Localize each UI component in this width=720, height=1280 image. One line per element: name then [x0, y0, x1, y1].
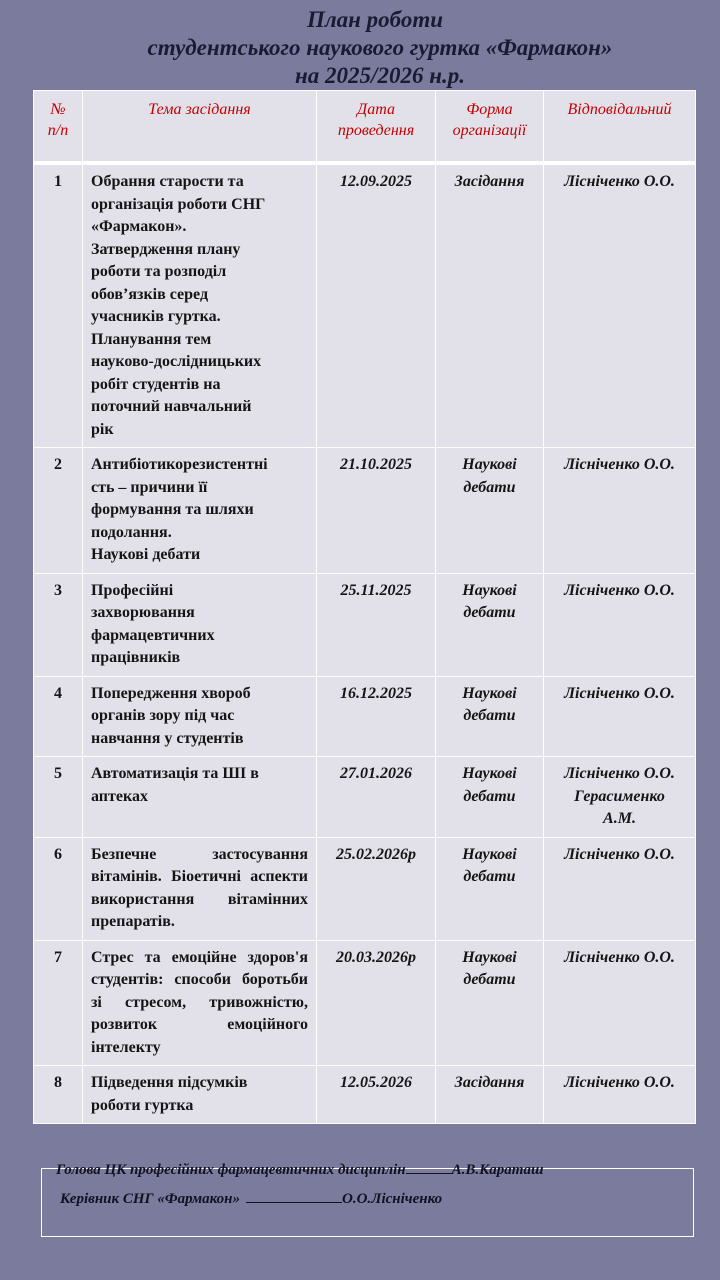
table-row — [34, 837, 696, 940]
topic-line: працівників — [91, 649, 181, 666]
topic-line: роботи та розподіл — [91, 263, 227, 280]
footer-leader-title: Керівник СНГ «Фармакон» — [60, 1191, 240, 1207]
header-topic: Тема засідання — [83, 91, 317, 164]
row-number: 4 — [34, 676, 83, 757]
row-number: 6 — [34, 837, 83, 940]
form-line: Наукові — [462, 684, 517, 702]
table-row — [34, 163, 696, 448]
row-responsible — [544, 757, 696, 838]
signature-line-1 — [406, 1173, 452, 1174]
topic-line: роботи гуртка — [91, 1096, 194, 1114]
form-line: дебати — [463, 604, 516, 621]
row-responsible — [544, 940, 696, 1066]
row-number: 8 — [34, 1066, 83, 1124]
topic-line: Наукові дебати — [91, 546, 201, 563]
header-form-line-2: організації — [452, 122, 527, 139]
form-line: Наукові — [462, 845, 517, 863]
footer-leader-name: О.О.Лісніченко — [341, 1191, 443, 1207]
topic-line: «Фармакон». — [91, 218, 187, 235]
topic-line: Професійні — [91, 581, 174, 599]
row-responsible — [544, 1066, 696, 1124]
row-number: 7 — [34, 940, 83, 1066]
row-responsible — [544, 676, 696, 757]
topic-line: сть – причини її — [91, 478, 208, 496]
footer-head-title: Голова ЦК професійних фармацевтичних дисциплін — [56, 1162, 406, 1178]
row-number: 3 — [34, 573, 83, 676]
topic-line: подолання. — [91, 523, 172, 541]
header-num-line-1: № — [50, 101, 66, 118]
row-form — [436, 676, 544, 757]
row-topic — [83, 573, 317, 676]
signature-box — [41, 1162, 694, 1237]
signature-line-2 — [246, 1202, 342, 1203]
title-line-2: студентського наукового гуртка «Фармакон» — [147, 35, 613, 60]
row-responsible — [544, 448, 696, 574]
header-date-line-2: проведення — [337, 122, 415, 139]
title-line-1: План роботи — [306, 7, 444, 32]
topic-line: Антибіотикорезистентні — [91, 456, 268, 473]
form-line: Наукові — [462, 765, 517, 782]
row-form — [436, 1066, 544, 1124]
row-topic: Безпечне застосування вітамінів. Біоетичні аспекти використання вітамінних препаратів. — [83, 837, 317, 940]
row-form — [436, 757, 544, 838]
row-topic — [83, 448, 317, 574]
row-topic — [83, 163, 317, 448]
header-form-line-1: Форма — [466, 101, 513, 118]
form-line: дебати — [463, 868, 516, 885]
row-topic — [83, 757, 317, 838]
form-line: Наукові — [462, 581, 517, 599]
responsible-line: Лісніченко О.О. — [564, 948, 675, 966]
row-form — [436, 837, 544, 940]
topic-line: аптеках — [91, 787, 148, 805]
responsible-line: Лісніченко О.О. — [564, 845, 675, 863]
responsible-line: Лісніченко О.О. — [564, 173, 675, 190]
topic-line: поточний навчальний — [91, 398, 252, 415]
responsible-line: Лісніченко О.О. — [564, 1074, 675, 1091]
row-topic — [83, 1066, 317, 1124]
title-line-3: на 2025/2026 н.р. — [295, 63, 465, 88]
topic-line: Планування тем — [91, 330, 212, 348]
form-line: Наукові — [462, 948, 517, 966]
row-form — [436, 940, 544, 1066]
row-number: 1 — [34, 163, 83, 448]
topic-line: рік — [91, 420, 114, 438]
topic-line: Обрання старости та — [91, 173, 244, 190]
form-line: дебати — [463, 707, 516, 724]
row-number: 2 — [34, 448, 83, 574]
topic-line: навчання у студентів — [91, 729, 244, 747]
form-line: Засідання — [454, 1074, 525, 1091]
table-row — [34, 1066, 696, 1124]
form-line: дебати — [463, 787, 516, 805]
topic-line: Підведення підсумків — [91, 1074, 248, 1091]
row-date: 16.12.2025 — [317, 676, 436, 757]
form-line: Наукові — [462, 456, 517, 473]
row-date: 25.11.2025 — [317, 573, 436, 676]
topic-line: формування та шляхи — [91, 501, 254, 518]
row-date: 12.09.2025 — [317, 163, 436, 448]
plan-table — [33, 90, 696, 1124]
responsible-line: Лісніченко О.О. — [564, 581, 675, 599]
row-responsible — [544, 837, 696, 940]
topic-line: організація роботи СНГ — [91, 195, 266, 213]
table-row — [34, 676, 696, 757]
responsible-line: Лісніченко О.О. — [564, 684, 675, 702]
topic-line: науково-дослідницьких — [91, 353, 262, 370]
footer-line-2 — [60, 1191, 442, 1208]
row-date: 21.10.2025 — [317, 448, 436, 574]
row-responsible — [544, 163, 696, 448]
responsible-line: А.М. — [603, 810, 636, 827]
page-title — [0, 6, 720, 90]
topic-line: обов’язків серед — [91, 285, 209, 303]
row-topic — [83, 676, 317, 757]
table-body — [34, 163, 696, 1124]
header-date-line-1: Дата — [357, 101, 395, 118]
table-row — [34, 757, 696, 838]
table-row — [34, 448, 696, 574]
responsible-line: Герасименко — [574, 787, 665, 805]
table-row — [34, 573, 696, 676]
topic-line: фармацевтичних — [91, 626, 215, 644]
topic-line: учасників гуртка. — [91, 308, 221, 325]
topic-line: органів зору під час — [91, 707, 235, 724]
topic-line: Затвердження плану — [91, 240, 241, 258]
header-num-line-2: п/п — [47, 122, 69, 139]
row-topic: Стрес та емоційне здоров'я студентів: способи боротьби зі стресом, тривожністю, розвиток емоційного інтелекту — [83, 940, 317, 1066]
topic-line: Попередження хвороб — [91, 684, 251, 702]
row-form — [436, 573, 544, 676]
row-form — [436, 163, 544, 448]
header-date — [317, 91, 436, 164]
footer-line-1 — [56, 1162, 543, 1179]
topic-line: робіт студентів на — [91, 375, 221, 393]
header-form — [436, 91, 544, 164]
row-date: 25.02.2026р — [317, 837, 436, 940]
header-num — [34, 91, 83, 164]
form-line: дебати — [463, 478, 516, 496]
form-line: дебати — [463, 971, 516, 988]
topic-line: Автоматизація та ШІ в — [91, 765, 259, 782]
form-line: Засідання — [454, 173, 525, 190]
footer-head-name: А.В.Караташ — [451, 1162, 544, 1178]
row-date: 12.05.2026 — [317, 1066, 436, 1124]
row-number: 5 — [34, 757, 83, 838]
topic-line: захворювання — [91, 604, 195, 621]
row-form — [436, 448, 544, 574]
responsible-line: Лісніченко О.О. — [564, 765, 675, 782]
table-row — [34, 940, 696, 1066]
row-date: 27.01.2026 — [317, 757, 436, 838]
row-date: 20.03.2026р — [317, 940, 436, 1066]
responsible-line: Лісніченко О.О. — [564, 456, 675, 473]
row-responsible — [544, 573, 696, 676]
table-header-row — [34, 91, 696, 164]
header-responsible: Відповідальний — [544, 91, 696, 164]
